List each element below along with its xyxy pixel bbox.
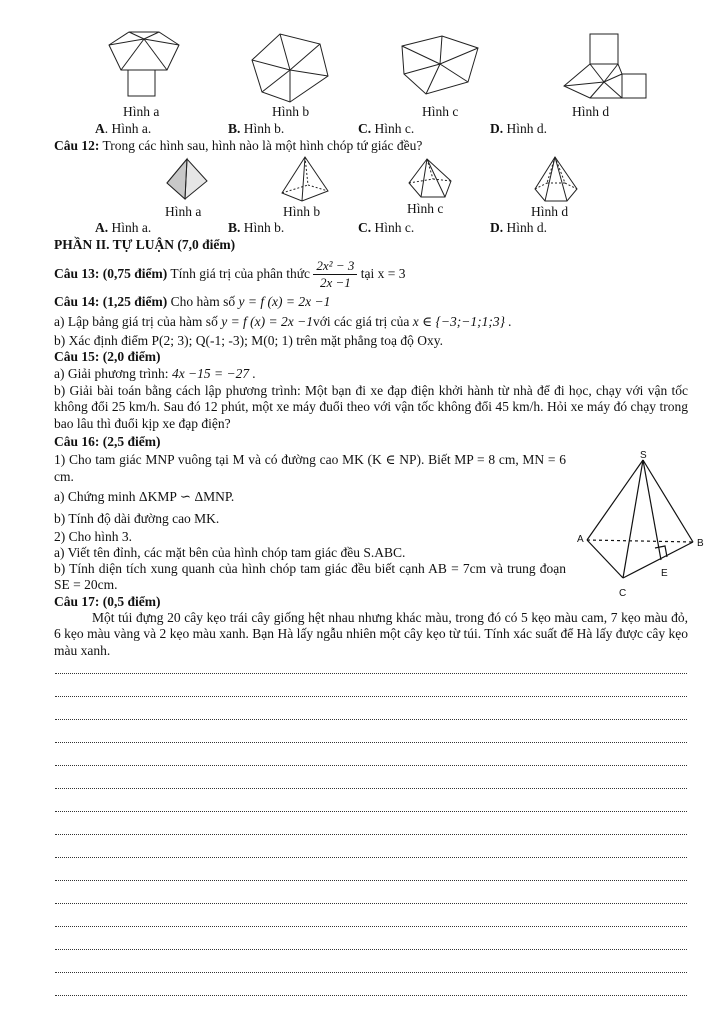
q15-part-a: a) Giải phương trình: 4x −15 = −27 . (54, 366, 256, 381)
pyramid-figure-a (165, 157, 209, 203)
vertex-label-b: B (697, 538, 704, 549)
q16-part-a: a) Chứng minh ΔKMP ∽ ΔMNP. (54, 489, 235, 504)
q11-option-a[interactable]: A. Hình a. (95, 121, 152, 136)
q12-fig-label-c: Hình c (407, 201, 444, 216)
q12-question: Câu 12: Trong các hình sau, hình nào là một hình chóp tứ giác đều? (54, 138, 423, 153)
q16-part2: 2) Cho hình 3. (54, 529, 133, 544)
q11-option-b[interactable]: B. Hình b. (228, 121, 285, 136)
q12-option-d[interactable]: D. Hình d. (490, 220, 547, 235)
q16-part-b: b) Tính độ dài đường cao MK. (54, 511, 220, 526)
pyramid-sabc-figure (575, 448, 715, 598)
net-figure-c (400, 34, 490, 104)
q11-option-d[interactable]: D. Hình d. (490, 121, 547, 136)
q16-label: Câu 16: (2,5 điểm) (54, 434, 161, 449)
q17-label: Câu 17: (0,5 điểm) (54, 594, 161, 609)
q16-part1: 1) Cho tam giác MNP vuông tại M và có đường cao MK (K ∈ NP). Biết MP = 8 cm, MN = 6 cm. (54, 452, 566, 484)
fig-label-b: Hình b (272, 104, 310, 119)
net-figure-a (105, 30, 195, 105)
q12-option-c[interactable]: C. Hình c. (358, 220, 415, 235)
fig-label-a: Hình a (123, 104, 160, 119)
q11-option-c[interactable]: C. Hình c. (358, 121, 415, 136)
part2-title: PHẦN II. TỰ LUẬN (7,0 điểm) (54, 237, 236, 252)
fig-label-c: Hình c (422, 104, 459, 119)
q12-fig-label-a: Hình a (165, 204, 202, 219)
q12-option-a[interactable]: A. Hình a. (95, 220, 152, 235)
q16-part2-b: b) Tính diện tích xung quanh của hình chóp tam giác đều biết cạnh AB = 7cm và trung đoạn SE = 20cm. (54, 561, 566, 593)
q12-fig-label-b: Hình b (283, 204, 321, 219)
q17-text: Một túi đựng 20 cây kẹo trái cây giống hệt nhau nhưng khác màu, trong đó có 5 kẹo màu cam, 7 kẹo màu đỏ, 6 kẹo màu vàng và 2 kẹo màu xanh. Bạn Hà lấy ngẫu nhiên một cây kẹo từ túi. Tính xác suất để Hà lấy được cây kẹo màu xanh. (54, 610, 688, 658)
pyramid-figure-b (280, 155, 330, 203)
q13-question: Câu 13: (0,75 điểm) Tính giá trị của phân thức $\frac{\text{2x² − 3}}{2x -1}$ tại x = 3 (54, 258, 406, 291)
q14-part-b: b) Xác định điểm P(2; 3); Q(-1; -3); M(0; 1) trên mặt phẳng toạ độ Oxy. (54, 333, 444, 348)
pyramid-figure-d (533, 155, 579, 205)
net-figure-d (560, 30, 650, 105)
vertex-label-s: S (640, 450, 647, 461)
q12-option-b[interactable]: B. Hình b. (228, 220, 285, 235)
pyramid-figure-c (405, 157, 453, 203)
q15-part-b: b) Giải bài toán bằng cách lập phương trình: Một bạn đi xe đạp điện khởi hành từ nhà để đi học, chạy với vận tốc không đổi 25 km/h. Sau đó 12 phút, một xe máy đuổi theo với vận tốc không đổi 45 km/h. Hỏi xe máy đó chạy trong bao lâu thì đuổi kịp xe đạp điện? (54, 383, 688, 431)
q14-part-a: a) Lập bảng giá trị của hàm số y = f (x) = 2x −1với các giá trị của x ∈ {−3;−1;1;3} . (54, 314, 512, 329)
vertex-label-c: C (619, 588, 627, 599)
q15-label: Câu 15: (2,0 điểm) (54, 349, 161, 364)
q14-question: Câu 14: (1,25 điểm) Cho hàm số y = f (x) = 2x −1 (54, 294, 331, 309)
vertex-label-a: A (577, 534, 584, 545)
q13-fraction: $\frac{\text{2x² − 3}}{2x -1}$ (313, 258, 357, 291)
q16-part2-a: a) Viết tên đỉnh, các mặt bên của hình chóp tam giác đều S.ABC. (54, 545, 406, 560)
fig-label-d: Hình d (572, 104, 610, 119)
vertex-label-e: E (661, 568, 668, 579)
net-figure-b (250, 30, 340, 105)
q12-fig-label-d: Hình d (531, 204, 569, 219)
